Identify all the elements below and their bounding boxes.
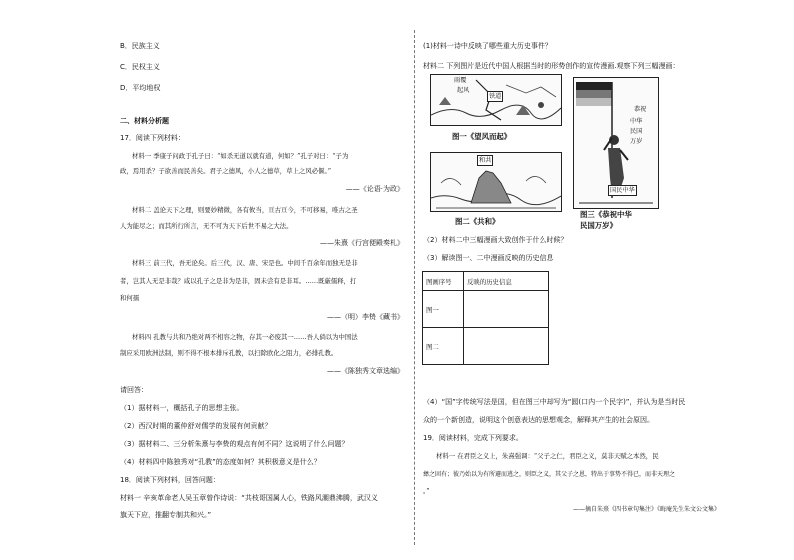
cartoon-2-tag: 和共 [479,157,492,164]
q17-m3-line3: 和何孺 [120,294,140,302]
table-header-row [423,272,549,291]
cartoon-3-caption-line2: 民国万岁》 [580,221,617,230]
q17-ask: 请回答： [120,386,148,394]
option-c: C．民权主义 [120,63,160,71]
cartoon-3-flag-2: 中华 [630,118,643,125]
cartoon-3-banner: 国民中华 [610,187,635,194]
column-divider [414,30,415,545]
q17-m1-line2: 政，焉用杀？子欲善而民善矣。君子之德风，小人之德草，草上之风必偃。” [120,167,331,175]
q17-m4-line2: 制应采用欧洲法制，则不得不根本排斥孔教，以扫除欧化之阻力，必排孔教。 [120,349,338,357]
q17-m3-line1: 材料三 前三代，吾无论矣。后三代，汉、唐、宋是也。中间千百余年而独无是非 [132,259,358,267]
q17-m4-source: ——《陈独秀文章选编》 [327,367,404,375]
q19-m1-line3: 。” [423,487,430,495]
cartoon-3-flag-3: 民国 [630,128,643,135]
q18-intro: 18．阅读下列材料，回答问题： [120,476,220,484]
q17-m2-line2: 人为能尽之；而其所行所言，无不可为天下后世不易之大法。 [120,222,293,230]
cartoon-3-flag-4: 万岁 [630,138,643,145]
q17-sub4: （4）材料四中陈独秀对“孔教”的态度如何？其积极意义是什么？ [120,458,321,466]
option-b: B．民族主义 [120,42,160,50]
q18-m2: 材料二 下列图片是近代中国人根据当时的形势创作的宣传漫画.观察下列三幅漫画： [423,62,680,70]
q17-sub1: （1）据材料一，概括孔子的思想主张。 [120,404,244,412]
q17-m2-line1: 材料二 盖论天下之理，则要妙精微，各有攸当，亘古亘今，不可移易，唯古之圣 [132,206,358,214]
table-row [423,328,549,365]
q17-intro: 17．阅读下列材料： [120,134,185,142]
q17-m4-line1: 材料四 孔教与共和乃绝对两不相容之物，存其一必废其一……吾人倘以为中国法 [132,333,358,341]
q17-m1-source: ——《论语·为政》 [345,185,404,193]
table-header-cell: 反映的历史信息 [464,272,549,291]
q19-m1-line2: 彝之固有；彼乃始以为有所避而逃之，则臣之义，其父子之恩，特出于事势不得已，而非天理之 [423,471,676,478]
q18-sub1: (1)材料一诗中反映了哪些重大历史事件？ [423,42,552,50]
q18-sub4-line1: （4）“国”字传统写法是囯，但在图三中却写为“囻(口内一个民字)”，并认为是当时民 [423,398,686,406]
q19-m1-line1: 材料一 在君臣之义上，朱熹强调：“父子之仁，君臣之义，莫非天赋之本然，民 [436,452,659,460]
cartoon-2-drawing [431,153,561,211]
option-d: D．平均地权 [120,84,161,92]
q17-m3-source: ——（明）李贽《藏书》 [327,313,404,321]
q18-sub4-line2: 众的一个新创造，说明这个创意表达的思想观念，解释其产生的社会原因。 [423,416,654,424]
section-title: 二、材料分析题 [120,117,169,125]
cartoon-1-text-2: 起风 [457,87,470,94]
answer-table [422,271,549,365]
q17-m2-source: ——朱熹《行宫便殿奏札》 [320,239,404,247]
cartoon-1-tag: 铁道 [489,93,502,100]
cartoon-1 [430,74,562,126]
q17-m3-line2: 者，岂其人无是非哉？咸以孔子之是非为是非，固未尝有是非耳。……既厳儒释，打 [120,277,357,285]
cartoon-3-flag-1: 恭祝 [634,106,647,113]
table-header-cell: 图画序号 [423,272,464,291]
q17-sub3: （3）据材料二、三分析朱熹与李贽的观点有何不同？这说明了什么问题？ [120,440,349,448]
q18-sub3: （3）解读图一、二中漫画反映的历史信息 [423,254,554,262]
cartoon-1-caption: 图一《望风而起》 [452,132,512,141]
table-row-label: 图二 [423,328,464,365]
cartoon-2 [430,152,562,212]
cartoon-2-caption: 图二《共和》 [455,217,500,226]
q19-source: ——摘自朱熹《四书章句集注》《晦庵先生朱文公文集》 [572,506,720,513]
q17-sub2: （2）西汉时期的董仲舒对儒学的发展有何贡献？ [120,422,272,430]
table-row [423,291,549,328]
cartoon-3-caption-line1: 图三《恭祝中华 [580,210,632,219]
table-answer-cell[interactable] [464,291,549,328]
q18-m1-line2: 旗天下应，推翻专制共和兴。” [120,511,212,519]
q18-sub2: （2）材料二中三幅漫画大致创作于什么时候？ [423,236,568,244]
table-row-label: 图一 [423,291,464,328]
q18-m1-line1: 材料一 辛亥革命老人吴玉章曾作诗说：“共枝哥国属人心，铁路风潮鼎沸腾，武汉义 [120,494,378,502]
q17-m1-line1: 材料一 季康子问政于孔子曰：“如杀无道以就有道，何如？”孔子对曰：“子为 [132,152,349,160]
cartoon-1-text-1: 雨覆 [454,77,467,84]
table-answer-cell[interactable] [464,328,549,365]
cartoon-3 [573,77,659,209]
q19-intro: 19．阅读材料，完成下列要求。 [423,434,523,442]
